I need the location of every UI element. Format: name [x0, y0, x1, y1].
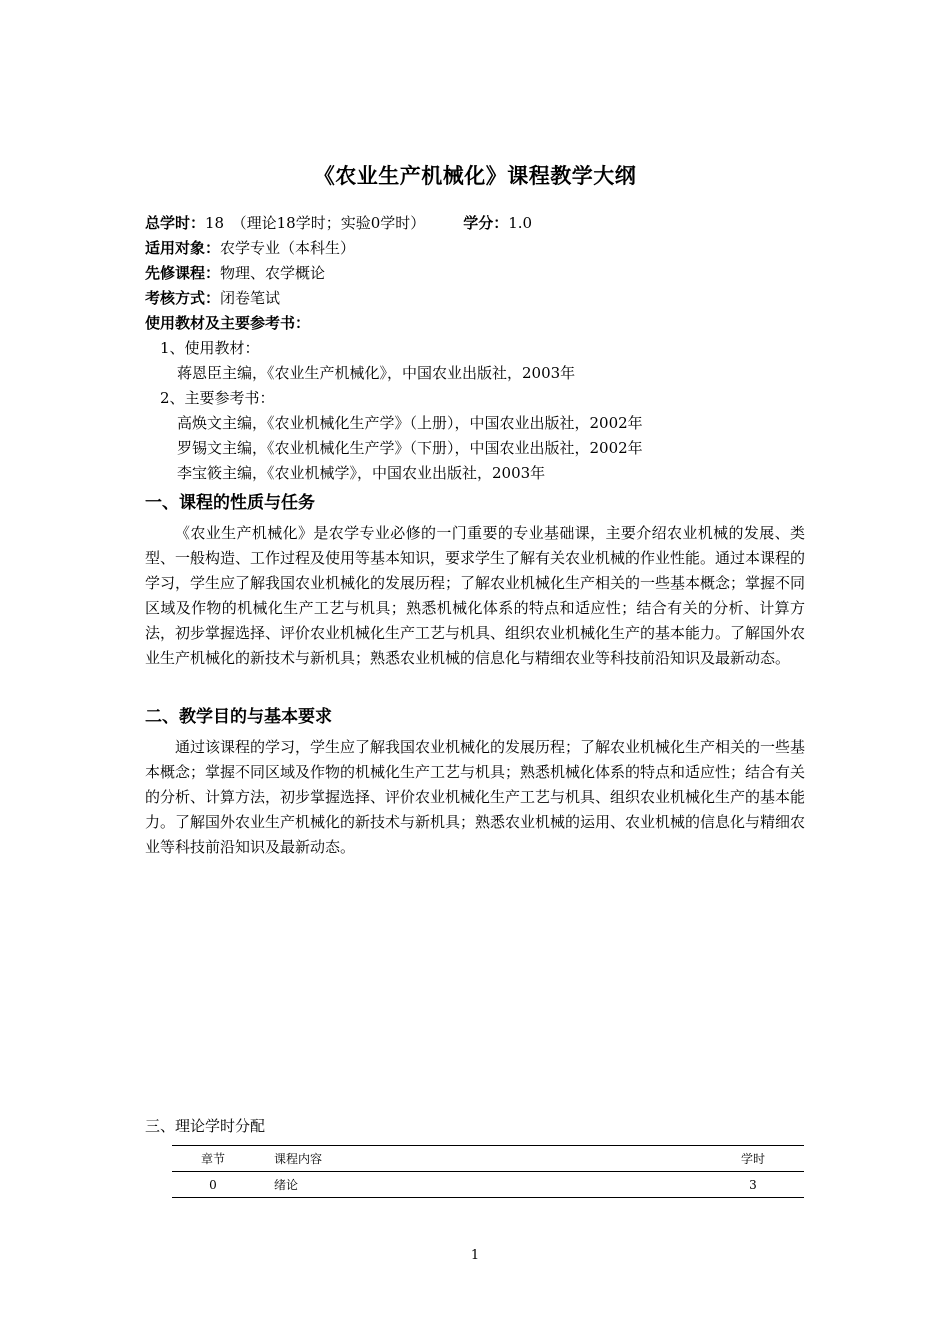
prereq-label: 先修课程： [145, 264, 221, 282]
cell-chapter: 0 [209, 1177, 217, 1192]
total-hours-value: 18 （理论18学时；实验0学时） [205, 214, 426, 232]
table-header-row [172, 1146, 804, 1172]
exam-value: 闭卷笔试 [220, 289, 281, 307]
prereq-value: 物理、农学概论 [220, 264, 326, 282]
ref-item: 李宝筱主编，《农业机械学》，中国农业出版社，2003年 [177, 464, 546, 482]
books-line [145, 313, 825, 333]
prereq-line [145, 263, 825, 283]
audience-label: 适用对象： [145, 239, 221, 257]
refs-heading: 2、主要参考书： [160, 389, 275, 407]
col-header-hours: 学时 [740, 1152, 765, 1166]
section-3-title: 三、理论学时分配 [145, 1117, 266, 1135]
audience-value: 农学专业（本科生） [220, 239, 356, 257]
section-2-body: 通过该课程的学习，学生应了解我国农业机械化的发展历程；了解农业机械化生产相关的一些基本概念；掌握不同区域及作物的机械化生产工艺与机具；熟悉机械化体系的特点和适应性；结合有关的分析、计算方法，初步掌握选择、评价农业机械化生产工艺与机具、组织农业机械化生产的基本能力。了解国外农业生产机械化的新技术与新机具；熟悉农业机械的运用、农业机械的信息化与精细农业等科技前沿知识及最新动态。 [145, 738, 806, 856]
cell-hours: 3 [749, 1177, 757, 1192]
cell-content: 绪论 [274, 1178, 299, 1192]
exam-label: 考核方式： [145, 289, 221, 307]
textbook-item: 蒋恩臣主编，《农业生产机械化》，中国农业出版社，2003年 [177, 364, 576, 382]
col-header-chapter: 章节 [200, 1152, 225, 1166]
total-hours-label: 总学时： [145, 214, 206, 232]
books-label: 使用教材及主要参考书： [145, 314, 311, 332]
hours-table [172, 1145, 804, 1198]
ref-item: 高焕文主编，《农业机械化生产学》（上册），中国农业出版社，2002年 [177, 414, 643, 432]
ref-item: 罗锡文主编，《农业机械化生产学》（下册），中国农业出版社，2002年 [177, 439, 643, 457]
audience-line [145, 238, 825, 258]
section-2-title: 二、教学目的与基本要求 [145, 707, 332, 727]
section-1-body: 《农业生产机械化》是农学专业必修的一门重要的专业基础课，主要介绍农业机械的发展、类型、一般构造、工作过程及使用等基本知识，要求学生了解有关农业机械的作业性能。通过本课程的学习，学生应了解我国农业机械化的发展历程；了解农业机械化生产相关的一些基本概念；掌握不同区域及作物的机械化生产工艺与机具；熟悉机械化体系的特点和适应性；结合有关的分析、计算方法，初步掌握选择、评价农业机械化生产工艺与机具、组织农业机械化生产的基本能力。了解国外农业生产机械化的新技术与新机具；熟悉农业机械的信息化与精细农业等科技前沿知识及最新动态。 [145, 524, 806, 667]
total-hours-line [145, 213, 825, 233]
textbook-heading: 1、使用教材： [160, 339, 260, 357]
section-1-title: 一、课程的性质与任务 [145, 493, 315, 513]
credit-label: 学分： [463, 214, 509, 232]
page-number: 1 [470, 1248, 480, 1263]
document-title: 《农业生产机械化》课程教学大纲 [313, 164, 637, 188]
credit-value: 1.0 [508, 214, 533, 232]
exam-line [145, 288, 825, 308]
col-header-content: 课程内容 [274, 1152, 323, 1166]
table-row [172, 1172, 804, 1198]
